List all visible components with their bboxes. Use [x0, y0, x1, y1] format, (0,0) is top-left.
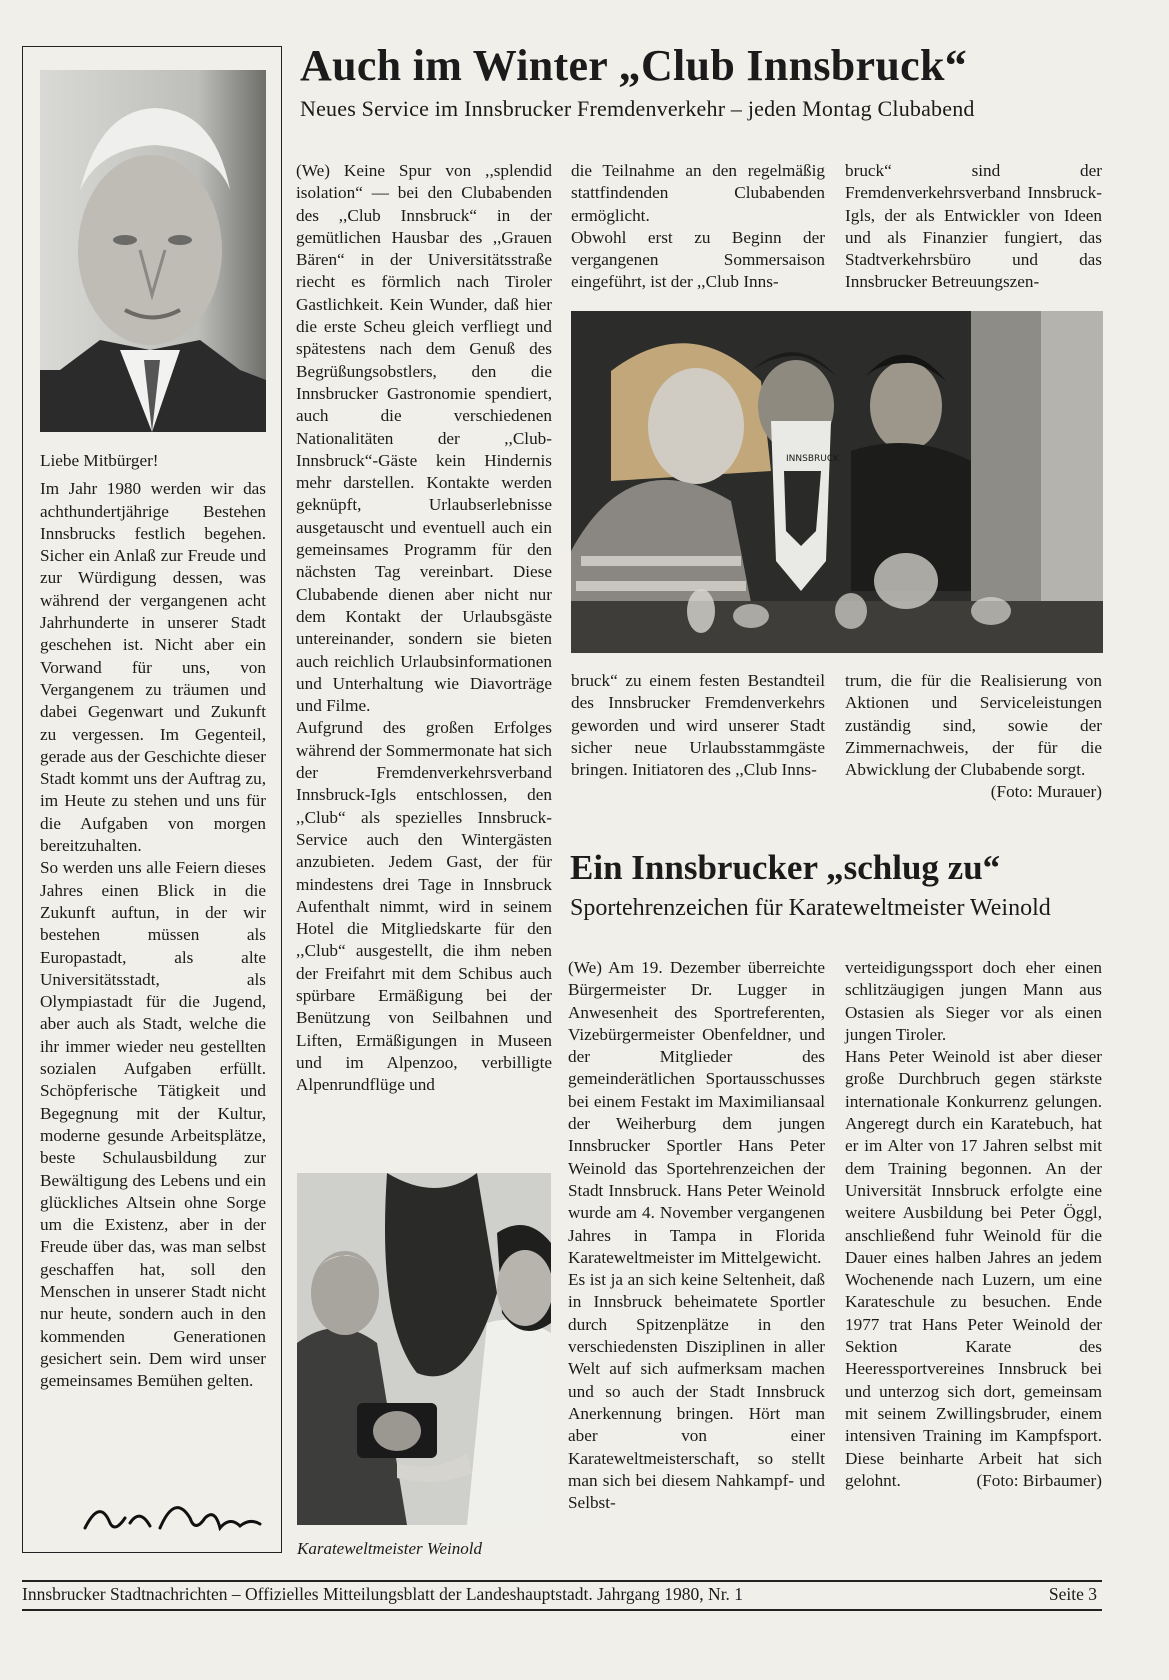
footer-rule-bottom: [22, 1609, 1102, 1611]
article-paragraph: verteidigungssport doch eher einen schlitzäugigen jungen Mann aus Ostasien als Sieger vor als einen jungen Tiroler.: [845, 958, 1102, 1044]
photo-credit: (Foto: Murauer): [990, 782, 1102, 802]
article-paragraph: (We) Am 19. Dezember überreichte Bürgermeister Dr. Lugger in Anwesenheit des Sportreferenten, Vizebürgermeister Obenfeldner, und der Mitglieder des gemeinderätlichen Sportausschusses bei einem Festakt im Maximiliansaal der Weiherburg dem jungen Innsbrucker Sportler Hans Peter Weinold das Sportehrenzeichen der Stadt Innsbruck. Hans Peter Weinold wurde am 4. November vergangenen Jahres in Tampa in Florida Karateweltmeister im Mittelgewicht.: [568, 958, 825, 1267]
pennant-text: INNSBRUCK: [786, 454, 840, 464]
signature-name: [80, 1524, 89, 1526]
signature-graphic: [80, 1488, 270, 1542]
mayor-portrait: [40, 70, 266, 432]
article-paragraph: Aufgrund des großen Erfolges während der Sommermonate hat sich der Fremdenverkehrsverband Innsbruck-Igls entschlossen, den ,,Club“ als spezielles Innsbruck-Service auch den Wintergästen anzubieten. Jedem Gast, der für mindestens drei Tage in Innsbruck Aufenthalt nimmt, wird in seinem Hotel die Mitgliedskarte für den ,,Club“ ausgestellt, die ihm neben der Freifahrt mit dem Schibus auch spürbare Ermäßigung bei der Benützung von Seilbahnen und Liften, Ermäßigungen in Museen und im Alpenzoo, verbilligte Alpenrundflüge und: [296, 718, 552, 1095]
article-paragraph: bruck“ sind der Fremdenverkehrsverband Innsbruck-Igls, der als Entwickler von Ideen und als Finanzier fungiert, das Stadtverkehrsbüro und das Innsbrucker Betreuungszen-: [845, 161, 1102, 292]
article-subheadline: Neues Service im Innsbrucker Fremdenverkehr – jeden Montag Clubabend: [300, 96, 975, 121]
karate-award-photo: [297, 1173, 551, 1525]
article-paragraph: Es ist ja an sich keine Seltenheit, daß in Innsbruck beheimatete Sportler durch Spitzenplätze in den verschiedensten Disziplinen in aller Welt auf sich aufmerksam machen und so auch der Stadt Innsbruck Anerkennung bringen. Hört man aber von einer Karateweltmeisterschaft, so stellt man sich bei diesem Nahkampf- und Selbst-: [568, 1270, 825, 1513]
mayor-message-text: [40, 450, 266, 1392]
article-paragraph: die Teilnahme an den regelmäßig stattfindenden Clubabenden ermöglicht.: [571, 161, 825, 225]
article-headline: Ein Innsbrucker „schlug zu“: [570, 848, 1001, 887]
photo-credit: (Foto: Birbaumer): [976, 1470, 1102, 1490]
photo-caption: Karateweltmeister Weinold: [297, 1539, 482, 1558]
article-paragraph: Obwohl erst zu Beginn der vergangenen Sommersaison eingeführt, ist der ,,Club Inns-: [571, 227, 825, 292]
mayor-message-greeting: Liebe Mitbürger!: [40, 451, 159, 470]
article-column-2-top: [571, 160, 825, 294]
mayor-message-paragraph: So werden uns alle Feiern dieses Jahres einen Blick in die Zukunft auftun, in der wir bestehen müssen als Europastadt, als alte Universitätsstadt, als Olympiastadt für die Jugend, aber auch als Stadt, welche die ihr immer wieder neu gestellten sozialen Aufgaben erfüllt. Schöpferische Tätigkeit und Begegnung mit der Kultur, moderne gesunde Arbeitsplätze, beste Schulausbildung zur Bewältigung des Lebens und ein glückliches Altsein ohne Sorge um die Existenz, aber in der Freude über das, was man selbst geschaffen hat, soll den Menschen in unserer Stadt nicht nur heute, sondern auch in den kommenden Generationen gesichert sein. Dem wird unser gemeinsames Bemühen gelten.: [40, 858, 266, 1391]
article-column-3-top: [845, 160, 1102, 294]
article-column-2: [568, 957, 825, 1514]
article-paragraph: trum, die für die Realisierung von Aktionen und Serviceleistungen zuständig sind, sowie der Zimmernachweis, der für die Abwicklung der Clubabende sorgt. (Foto: Murauer): [845, 670, 1102, 781]
article-paragraph: (We) Keine Spur von ,,splendid isolation“ — bei den Clubabenden des ,,Club Innsbruck“ in der gemütlichen Hausbar des ,,Grauen Bären“ in der Universitätsstraße riecht es förmlich nach Tiroler Gastlichkeit. Kein Wunder, daß hier die erste Scheu gleich verfliegt und spätestens nach dem Genuß des Begrüßungsobstlers, den die Innsbrucker Gastronomie spendiert, auch die verschiedenen Nationalitäten der ,,Club-Innsbruck“-Gäste kein Hindernis mehr darstellen. Kontakte werden geknüpft, Urlaubserlebnisse ausgetauscht und eventuell auch ein gemeinsames Programm für den nächsten Tag vereinbart. Diese Clubabende dienen aber nicht nur dem Kontakt der Urlaubsgäste untereinander, sondern sie bieten auch reichlich Urlaubsinformationen und Unterhaltung wie Diavorträge und Filme.: [296, 161, 552, 716]
karate-award-graphic: [297, 1173, 551, 1525]
club-evening-graphic: [571, 311, 1103, 653]
footer-rule-top: [22, 1580, 1102, 1582]
article-subheadline: Sportehrenzeichen für Karateweltmeister Weinold: [570, 895, 1051, 921]
mayor-signature: [80, 1488, 270, 1542]
footer-publication: Innsbrucker Stadtnachrichten – Offizielles Mitteilungsblatt der Landeshauptstadt. Jahrgang 1980, Nr. 1: [22, 1584, 744, 1604]
club-evening-photo: [571, 311, 1103, 653]
article-column-1: [296, 160, 552, 1096]
article-column-2-bottom: [571, 670, 825, 781]
article-paragraph: Hans Peter Weinold ist aber dieser große Durchbruch gegen stärkste internationale Konkurrenz gelungen. Angeregt durch ein Karatebuch, hat er im Alter von 17 Jahren selbst mit dem Training begonnen. An der Universität Innsbruck erfolgte eine weitere Ausbildung bei Peter Öggl, anschließend fuhr Weinold für die Dauer eines halben Jahres an jedem Wochenende nach Luzern, um eine Karateschule zu besuchen. Ende 1977 trat Hans Peter Weinold der Sektion Karate des Heeressportvereines Innsbruck bei und unterzog sich dort, gemeinsam mit seinem Zwillingsbruder, einem intensiven Training im Kampfsport. Diese beinharte Arbeit hat sich gelohnt. (Foto: Birbaumer): [845, 1046, 1102, 1492]
footer-page-number: Seite 3: [1048, 1584, 1097, 1604]
article-column-3-bottom: [845, 670, 1102, 804]
article-headline: Auch im Winter „Club Innsbruck“: [300, 41, 968, 90]
mayor-message-paragraph: Im Jahr 1980 werden wir das achthundertjährige Bestehen Innsbrucks festlich begehen. Sicher ein Anlaß zur Freude und zur Würdigung dessen, was während der vergangenen acht Jahrhunderte in unserer Stadt geschehen ist. Nicht aber ein Vorwand für uns, von Vergangenem zu träumen und dabei Gegenwart und Zukunft zu vergessen. Im Gegenteil, gerade aus der Geschichte dieser Stadt kommt uns der Auftrag zu, im Heute zu stehen und uns für die Aufgaben von morgen bereitzuhalten.: [40, 479, 266, 856]
mayor-portrait-graphic: [40, 70, 266, 432]
article-column-3: [845, 957, 1102, 1492]
article-paragraph: bruck“ zu einem festen Bestandteil des Innsbrucker Fremdenverkehrs geworden und wird unserer Stadt sicher neue Urlaubsstammgäste bringen. Initiatoren des ,,Club Inns-: [571, 671, 825, 780]
